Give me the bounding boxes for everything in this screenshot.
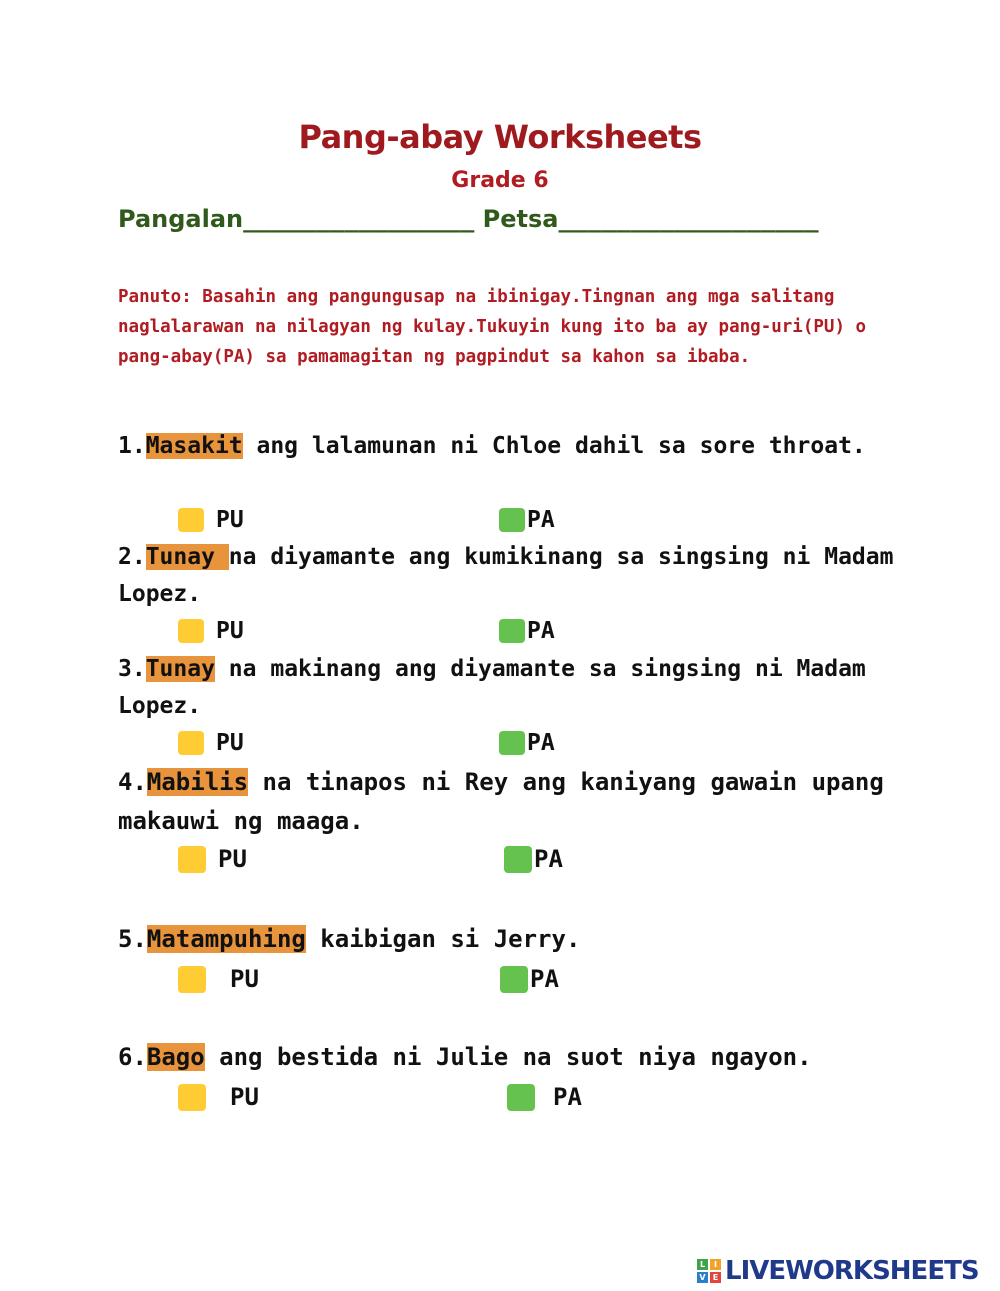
yellow-square-icon[interactable] bbox=[178, 966, 206, 993]
question-5 bbox=[118, 921, 908, 958]
option-pa-6[interactable] bbox=[507, 1083, 582, 1111]
question-4 bbox=[118, 763, 908, 841]
name-label: Pangalan bbox=[118, 205, 244, 233]
yellow-square-icon[interactable] bbox=[178, 846, 206, 873]
option-label: PA bbox=[534, 845, 563, 873]
option-pu-2[interactable] bbox=[178, 618, 244, 644]
green-square-icon[interactable] bbox=[499, 508, 525, 532]
option-label: PA bbox=[527, 618, 555, 644]
worksheet-title: Pang-abay Worksheets bbox=[298, 118, 702, 156]
option-label: PA bbox=[553, 1083, 582, 1111]
highlighted-word: Matampuhing bbox=[146, 925, 306, 953]
question-number: 6. bbox=[118, 1043, 147, 1071]
name-blank: ________________ bbox=[243, 205, 475, 233]
highlighted-word: Tunay bbox=[145, 656, 215, 682]
question-text: ang bestida ni Julie na suot niya ngayon. bbox=[204, 1043, 812, 1071]
question-text: na diyamante ang kumikinang sa singsing ni Madam Lopez. bbox=[118, 544, 894, 607]
question-text: kaibigan si Jerry. bbox=[305, 925, 581, 953]
date-label: Petsa bbox=[482, 205, 559, 233]
question-3 bbox=[118, 651, 908, 725]
option-pa-4[interactable] bbox=[504, 845, 563, 873]
option-pu-3[interactable] bbox=[178, 730, 244, 756]
question-number: 3. bbox=[118, 656, 146, 682]
option-label: PU bbox=[218, 845, 247, 873]
question-number: 4. bbox=[118, 768, 147, 796]
option-label: PU bbox=[230, 1083, 259, 1111]
option-pu-5[interactable] bbox=[178, 965, 259, 993]
option-label: PA bbox=[530, 965, 559, 993]
option-label: PA bbox=[527, 730, 555, 756]
question-text: na makinang ang diyamante sa singsing ni Madam Lopez. bbox=[118, 656, 866, 719]
option-pu-6[interactable] bbox=[178, 1083, 259, 1111]
question-2 bbox=[118, 539, 908, 613]
instructions: Panuto: Basahin ang pangungusap na ibinigay.Tingnan ang mga salitang naglalarawan na nilagyan ng kulay.Tukuyin kung ito ba ay pang-uri(PU) o pang-abay(PA) sa pamamagitan ng pagpindut sa kahon sa ibaba. bbox=[118, 287, 867, 367]
yellow-square-icon[interactable] bbox=[178, 619, 204, 643]
question-6 bbox=[118, 1039, 908, 1076]
question-number: 1. bbox=[118, 433, 146, 459]
option-label: PA bbox=[527, 507, 555, 533]
option-pu-1[interactable] bbox=[178, 507, 244, 533]
yellow-square-icon[interactable] bbox=[178, 1084, 206, 1111]
liveworksheets-logo bbox=[697, 1256, 979, 1286]
option-pa-5[interactable] bbox=[500, 965, 559, 993]
highlighted-word: Bago bbox=[146, 1043, 205, 1071]
green-square-icon[interactable] bbox=[499, 619, 525, 643]
option-label: PU bbox=[216, 507, 244, 533]
green-square-icon[interactable] bbox=[500, 966, 528, 993]
option-pu-4[interactable] bbox=[178, 845, 247, 873]
green-square-icon[interactable] bbox=[507, 1084, 535, 1111]
date-blank: __________________ bbox=[558, 205, 819, 233]
highlighted-word: Tunay bbox=[145, 544, 229, 570]
highlighted-word: Masakit bbox=[145, 433, 243, 459]
logo-text: LIVEWORKSHEETS bbox=[725, 1256, 979, 1286]
grade-label: Grade 6 bbox=[451, 168, 549, 193]
option-label: PU bbox=[230, 965, 259, 993]
highlighted-word: Mabilis bbox=[146, 768, 249, 796]
liveworksheets-logo-icon: L I V E bbox=[697, 1259, 721, 1283]
green-square-icon[interactable] bbox=[499, 731, 525, 755]
green-square-icon[interactable] bbox=[504, 846, 532, 873]
question-number: 5. bbox=[118, 925, 147, 953]
option-pa-2[interactable] bbox=[499, 618, 555, 644]
option-pa-3[interactable] bbox=[499, 730, 555, 756]
question-text: ang lalamunan ni Chloe dahil sa sore throat. bbox=[242, 433, 866, 459]
option-pa-1[interactable] bbox=[499, 507, 555, 533]
name-date-line bbox=[118, 205, 819, 233]
yellow-square-icon[interactable] bbox=[178, 508, 204, 532]
question-1 bbox=[118, 428, 908, 465]
question-text: na tinapos ni Rey ang kaniyang gawain upang makauwi ng maaga. bbox=[118, 768, 884, 835]
yellow-square-icon[interactable] bbox=[178, 731, 204, 755]
option-label: PU bbox=[216, 730, 244, 756]
question-number: 2. bbox=[118, 544, 146, 570]
option-label: PU bbox=[216, 618, 244, 644]
